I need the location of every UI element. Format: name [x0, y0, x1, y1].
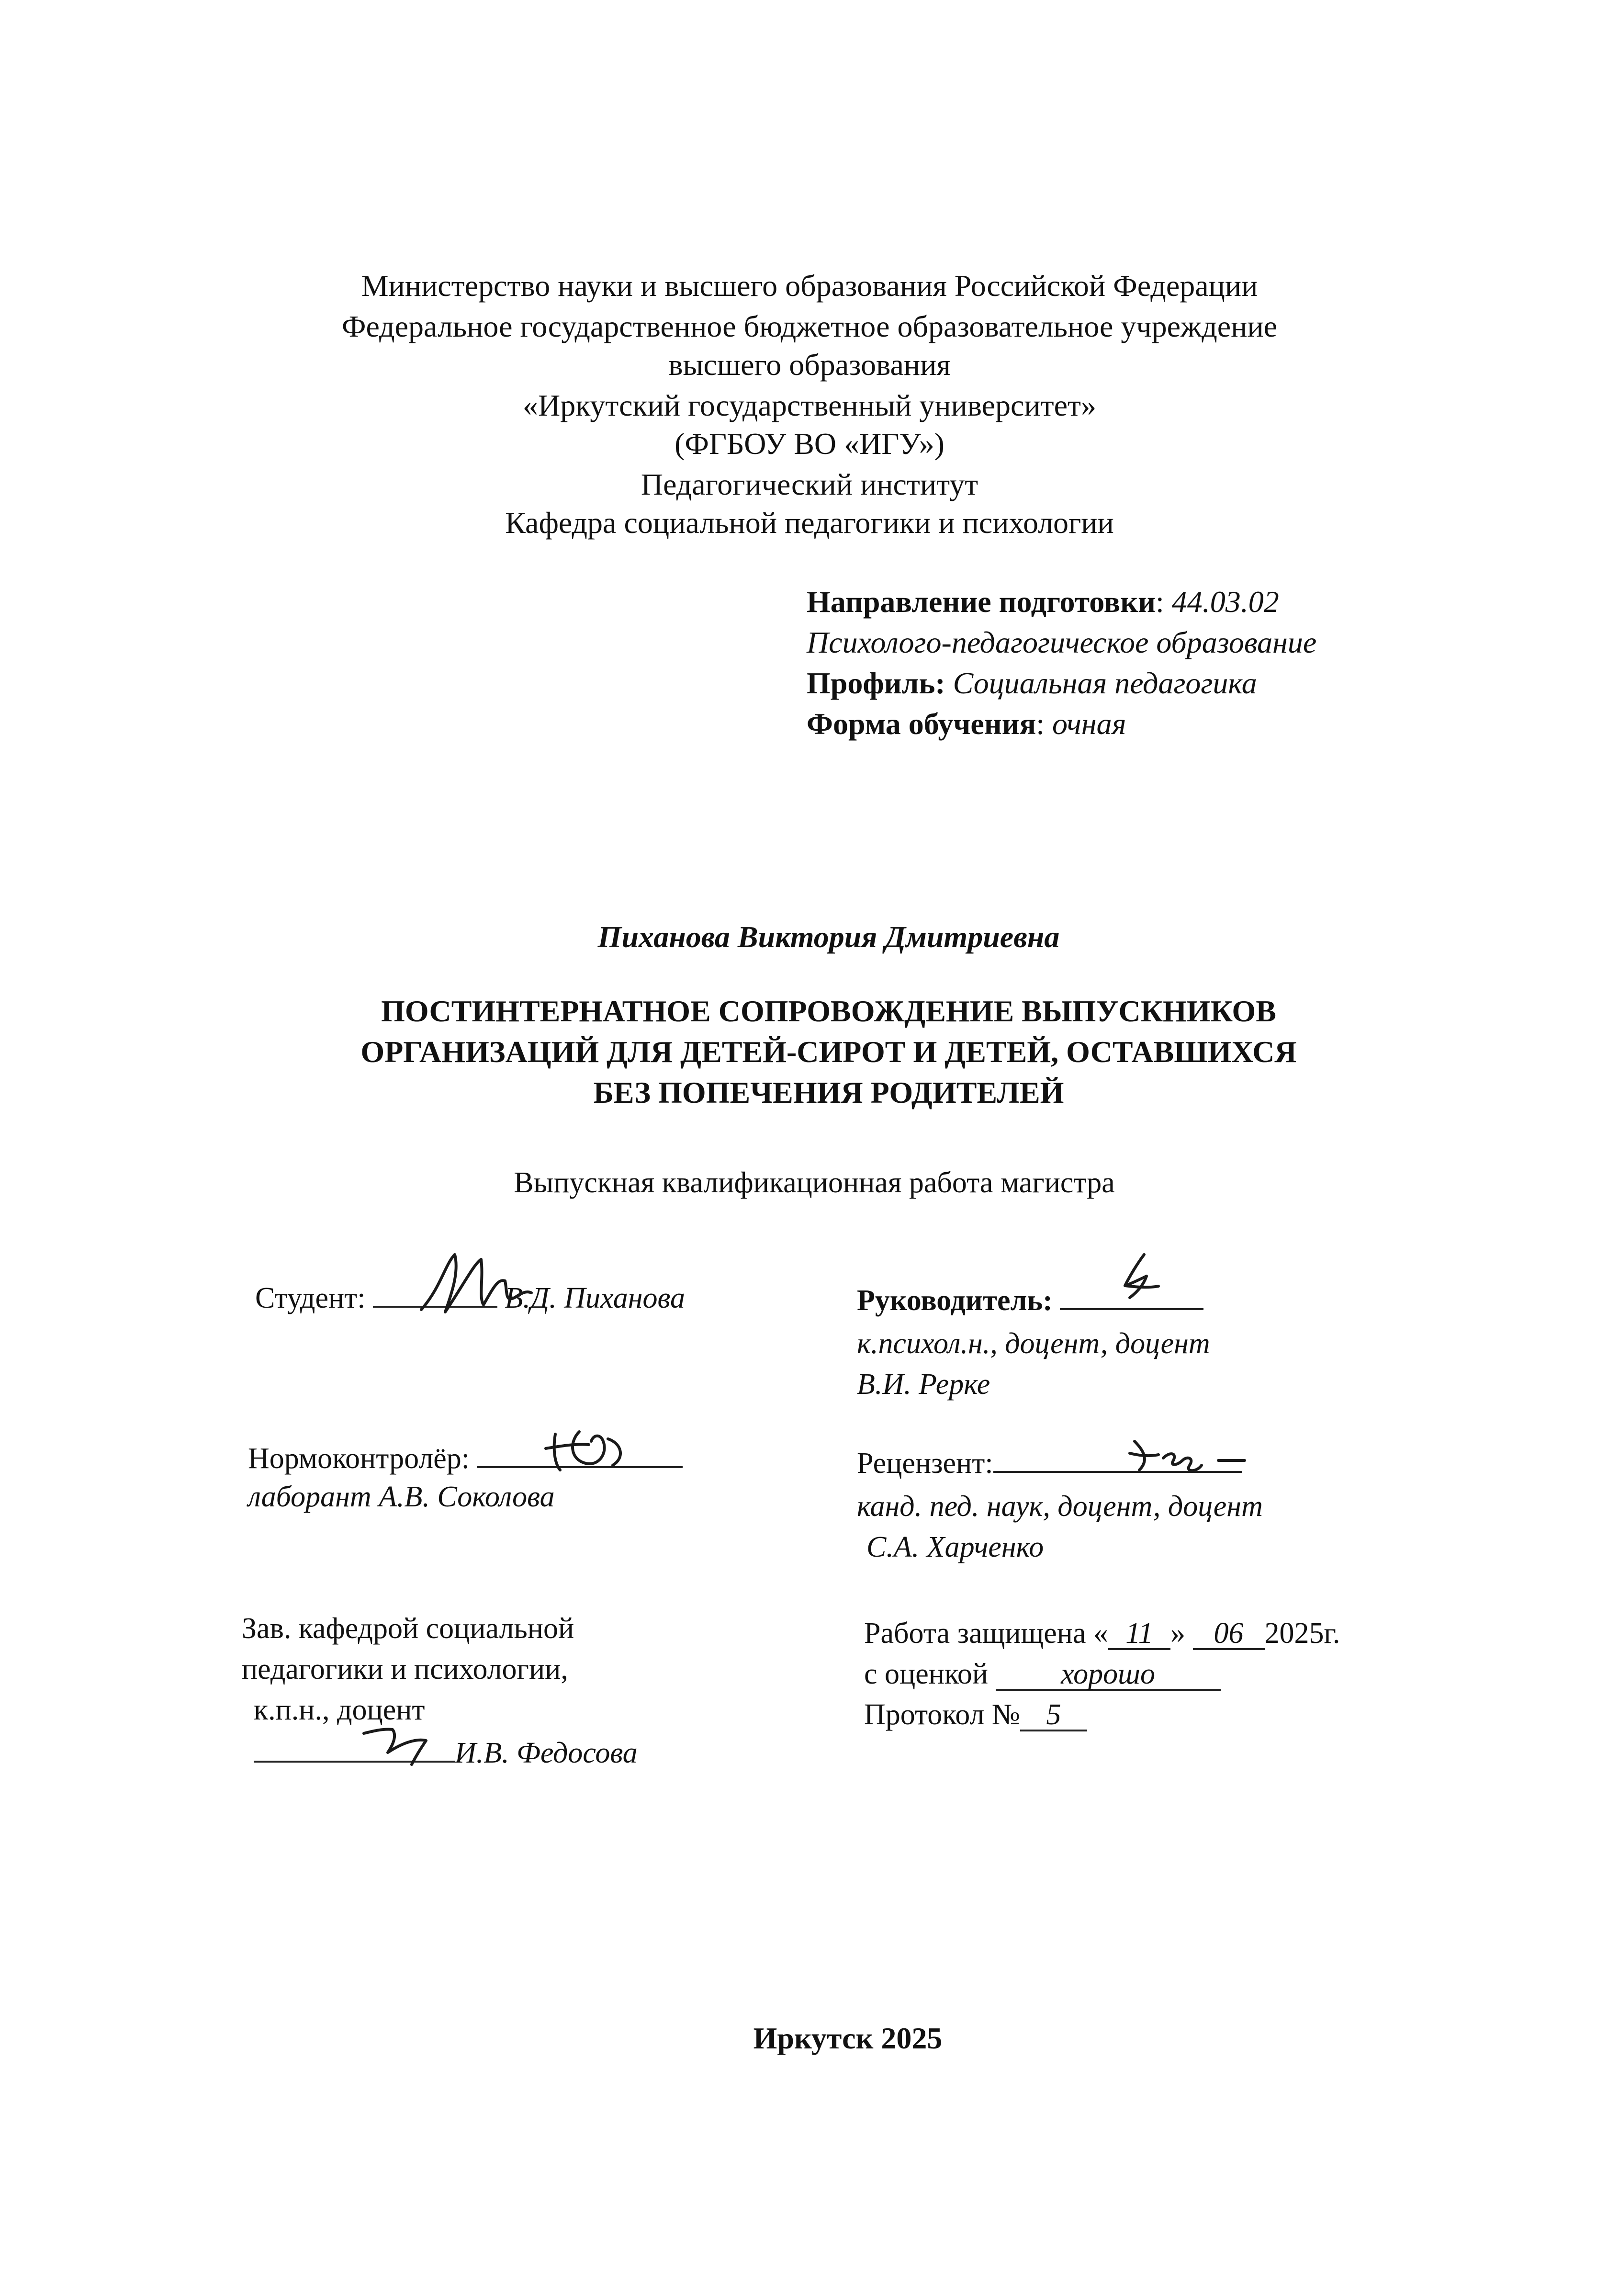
defense-prefix: Работа защищена «: [864, 1617, 1108, 1650]
reviewer-name: С.А. Харченко: [866, 1531, 1044, 1563]
author-name: Пиханова Виктория Дмитриевна: [597, 920, 1060, 954]
university-abbreviation: (ФГБОУ ВО «ИГУ»): [675, 427, 944, 461]
study-form-row: Форма обучения: очная: [807, 707, 1126, 741]
supervisor-label: Руководитель:: [857, 1284, 1053, 1317]
study-form-value: очная: [1052, 707, 1126, 741]
head-signature: [345, 1719, 460, 1772]
direction-row: Направление подготовки: 44.03.02: [807, 585, 1279, 619]
defense-row: [864, 1618, 1340, 1650]
institution-line-2: высшего образования: [668, 348, 951, 382]
thesis-title-line-2: ОРГАНИЗАЦИЙ ДЛЯ ДЕТЕЙ-СИРОТ И ДЕТЕЙ, ОСТАВШИХСЯ: [360, 1035, 1297, 1069]
supervisor-signature: [1111, 1250, 1168, 1302]
grade-label: с оценкой: [864, 1658, 989, 1690]
normcontrol-signature: [541, 1425, 646, 1477]
student-signature: [412, 1245, 536, 1322]
protocol-number: 5: [1020, 1700, 1087, 1731]
grade-value: хорошо: [996, 1659, 1221, 1691]
city-year: Иркутск 2025: [753, 2021, 943, 2055]
institution-line-1: Федеральное государственное бюджетное образовательное учреждение: [341, 309, 1278, 343]
protocol-row: [864, 1700, 1087, 1731]
head-line-2: педагогики и психологии,: [242, 1653, 568, 1685]
defense-mid: »: [1170, 1617, 1185, 1650]
institute-name: Педагогический институт: [641, 467, 978, 501]
direction-label: Направление подготовки: [807, 585, 1156, 619]
normcontrol-name: лаборант А.В. Соколова: [248, 1481, 555, 1513]
reviewer-signature: [1125, 1432, 1254, 1480]
supervisor-name: В.И. Рерке: [857, 1368, 990, 1401]
normcontrol-label: Нормоконтролёр:: [248, 1442, 470, 1475]
student-name: В.Д. Пиханова: [505, 1282, 686, 1314]
department-name: Кафедра социальной педагогики и психологии: [505, 506, 1114, 540]
head-line-1: Зав. кафедрой социальной: [242, 1612, 574, 1645]
reviewer-degree: канд. пед. наук, доцент, доцент: [857, 1490, 1263, 1523]
direction-name: Психолого-педагогическое образование: [807, 625, 1317, 659]
defense-year: 2025г.: [1264, 1617, 1340, 1650]
thesis-title-line-1: ПОСТИНТЕРНАТНОЕ СОПРОВОЖДЕНИЕ ВЫПУСКНИКОВ: [381, 994, 1276, 1028]
defense-month: 06: [1193, 1618, 1265, 1650]
profile-label: Профиль:: [807, 666, 945, 700]
ministry-line: Министерство науки и высшего образования Российской Федерации: [361, 269, 1258, 303]
student-label: Студент:: [255, 1282, 366, 1314]
reviewer-label: Рецензент:: [857, 1447, 993, 1480]
grade-row: [864, 1659, 1221, 1691]
direction-code: 44.03.02: [1171, 585, 1279, 619]
protocol-label: Протокол №: [864, 1698, 1020, 1731]
study-form-label: Форма обучения: [807, 707, 1036, 741]
work-type: Выпускная квалификационная работа магистра: [514, 1166, 1115, 1199]
supervisor-degree: к.психол.н., доцент, доцент: [857, 1327, 1210, 1360]
head-name: И.В. Федосова: [455, 1737, 638, 1769]
university-name: «Иркутский государственный университет»: [522, 388, 1097, 422]
profile-row: [807, 668, 1257, 699]
defense-day: 11: [1108, 1618, 1170, 1650]
profile-value: Социальная педагогика: [953, 666, 1257, 700]
head-line-3: к.п.н., доцент: [254, 1694, 425, 1726]
thesis-title-line-3: БЕЗ ПОПЕЧЕНИЯ РОДИТЕЛЕЙ: [593, 1075, 1064, 1109]
